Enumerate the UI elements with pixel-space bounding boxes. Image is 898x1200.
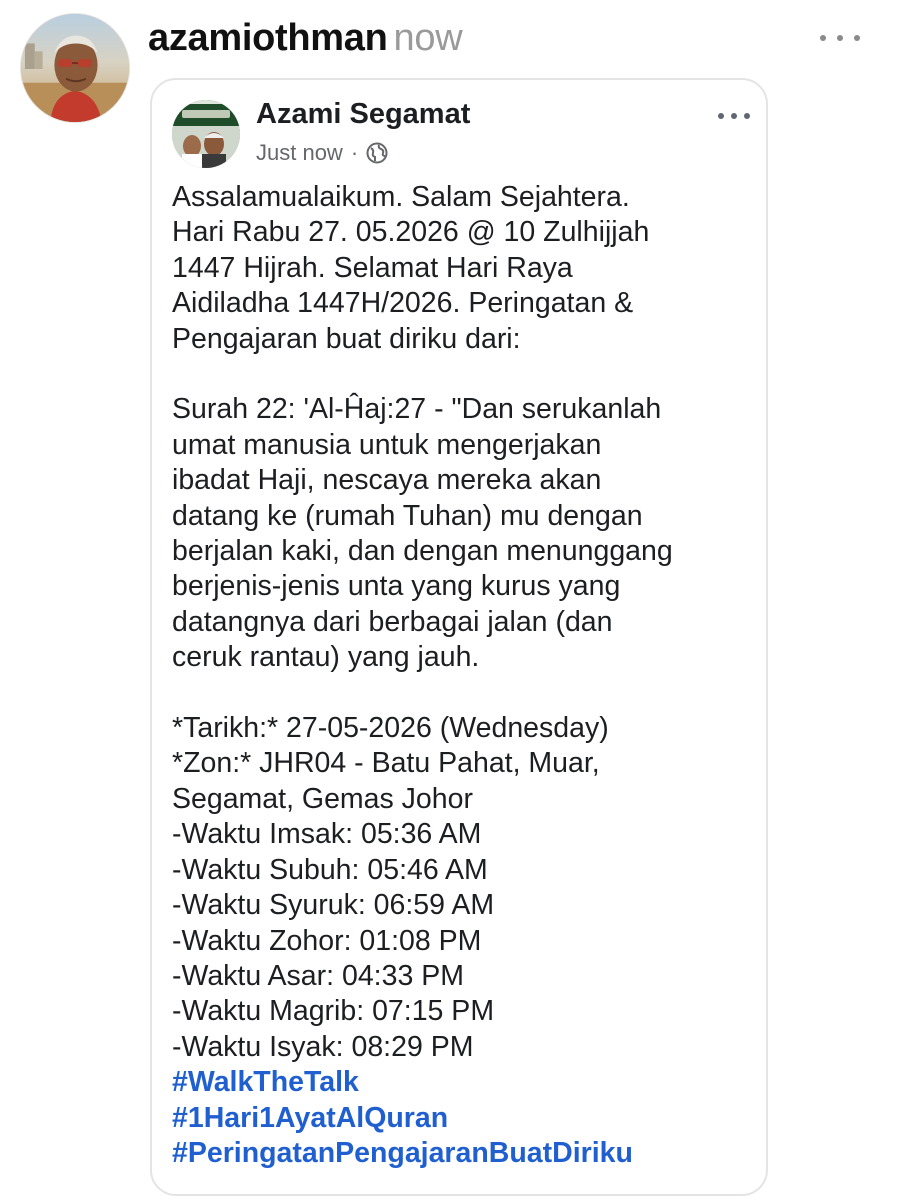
more-horizontal-icon [820, 35, 826, 41]
username[interactable]: azamiothman [148, 17, 388, 59]
text-line: *Zon:* JHR04 - Batu Pahat, Muar, [172, 747, 600, 780]
text-line: ibadat Haji, nescaya mereka akan [172, 464, 602, 497]
post-header [148, 14, 462, 62]
text-line: Hari Rabu 27. 05.2026 @ 10 Zulhijjah [172, 216, 650, 249]
text-line: berjalan kaki, dan dengan menunggang [172, 535, 673, 568]
fb-author-name[interactable]: Azami Segamat [256, 98, 471, 130]
hashtag-link[interactable]: #WalkTheTalk [172, 1066, 359, 1099]
text-line: berjenis-jenis unta yang kurus yang [172, 570, 621, 603]
text-line: *Tarikh:* 27-05-2026 (Wednesday) [172, 712, 609, 745]
fb-post-meta [256, 136, 388, 170]
text-line: Segamat, Gemas Johor [172, 782, 473, 815]
fb-post-time[interactable]: Just now [256, 140, 343, 165]
text-line: Pengajaran buat diriku dari: [172, 322, 521, 355]
prayer-time-asar: -Waktu Asar: 04:33 PM [172, 959, 464, 992]
prayer-time-isyak: -Waktu Isyak: 08:29 PM [172, 1030, 474, 1063]
paragraph-gap [172, 676, 762, 711]
profile-photo-icon [21, 14, 129, 122]
text-line: datang ke (rumah Tuhan) mu dengan [172, 499, 643, 532]
globe-icon [366, 142, 388, 164]
text-line: umat manusia untuk mengerjakan [172, 428, 602, 461]
prayer-time-syuruk: -Waktu Syuruk: 06:59 AM [172, 889, 495, 922]
fb-author-avatar[interactable] [172, 100, 240, 168]
hashtag-link[interactable]: #1Hari1AyatAlQuran [172, 1101, 449, 1134]
text-line: Assalamualaikum. Salam Sejahtera. [172, 181, 630, 213]
text-line: ceruk rantau) yang jauh. [172, 641, 480, 674]
fb-more-options-button[interactable] [718, 108, 750, 124]
text-line: 1447 Hijrah. Selamat Hari Raya [172, 251, 573, 284]
prayer-time-magrib: -Waktu Magrib: 07:15 PM [172, 995, 495, 1028]
fb-post-text [172, 180, 762, 1171]
user-avatar[interactable] [20, 13, 130, 123]
embedded-facebook-post [150, 78, 768, 1196]
profile-photo-icon [172, 100, 240, 168]
prayer-time-zohor: -Waktu Zohor: 01:08 PM [172, 924, 482, 957]
paragraph-gap [172, 357, 762, 392]
more-horizontal-icon [718, 113, 724, 119]
prayer-time-imsak: -Waktu Imsak: 05:36 AM [172, 818, 482, 851]
meta-separator: · [350, 140, 359, 165]
prayer-time-subuh: -Waktu Subuh: 05:46 AM [172, 853, 488, 886]
more-options-button[interactable] [820, 26, 860, 50]
post-time: now [393, 17, 463, 59]
text-line: Surah 22: 'Al-Ĥaj:27 - "Dan serukanlah [172, 393, 662, 426]
text-line: Aidiladha 1447H/2026. Peringatan & [172, 287, 634, 320]
text-line: datangnya dari berbagai jalan (dan [172, 605, 613, 638]
hashtag-link[interactable]: #PeringatanPengajaranBuatDiriku [172, 1136, 633, 1169]
